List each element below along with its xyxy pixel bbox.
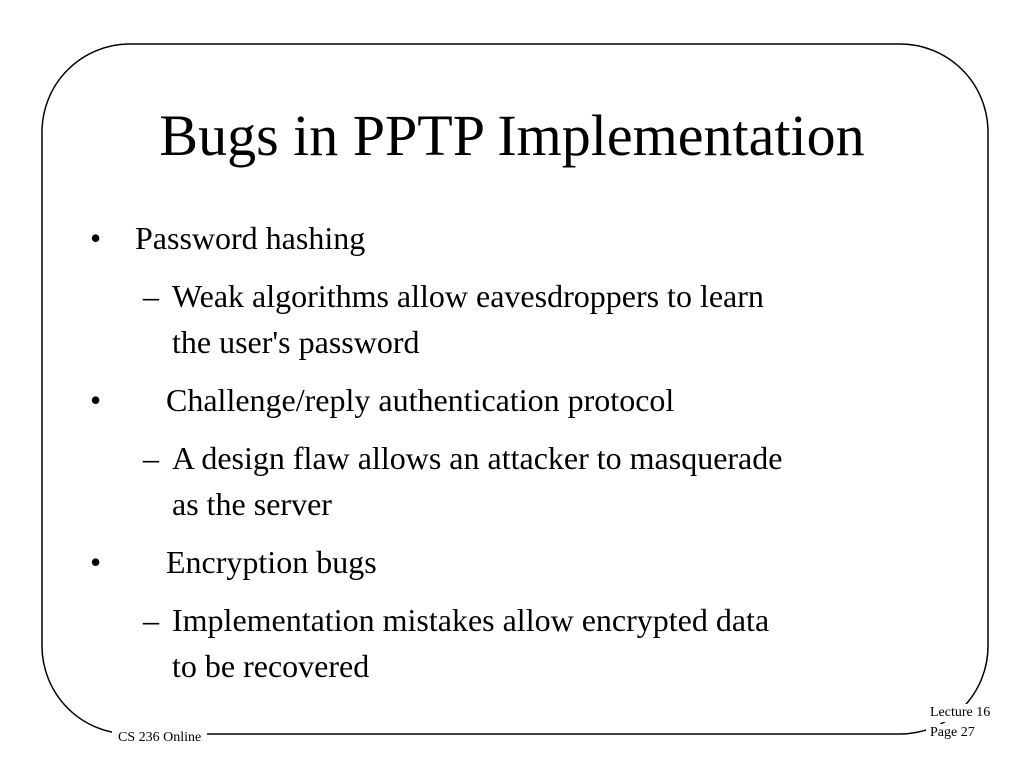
dash-marker: – (143, 440, 159, 476)
bullet-marker: • (90, 544, 102, 580)
footer-course: CS 236 Online (112, 729, 207, 747)
sub-bullet-text: Implementation mistakes allow encrypted data (172, 602, 770, 638)
bullet-marker: • (90, 382, 102, 418)
sub-bullet-continuation: the user's password (172, 324, 420, 360)
sub-bullet-continuation: to be recovered (172, 648, 370, 684)
dash-marker: – (143, 602, 159, 638)
sub-bullet-continuation: as the server (172, 486, 332, 522)
slide-title: Bugs in PPTP Implementation (159, 103, 865, 168)
bullet-heading-challenge-reply: Challenge/reply authentication protocol (166, 382, 675, 418)
sub-bullet-text: Weak algorithms allow eavesdroppers to learn (172, 278, 764, 314)
footer-lecture: Lecture 16 (926, 704, 994, 722)
bullet-heading-encryption-bugs: Encryption bugs (166, 544, 377, 580)
footer-page: Page 27 (926, 724, 979, 742)
bullet-heading-password-hashing: Password hashing (135, 220, 366, 256)
sub-bullet-text: A design flaw allows an attacker to masquerade (172, 440, 783, 476)
bullet-marker: • (90, 220, 102, 256)
dash-marker: – (143, 278, 159, 314)
